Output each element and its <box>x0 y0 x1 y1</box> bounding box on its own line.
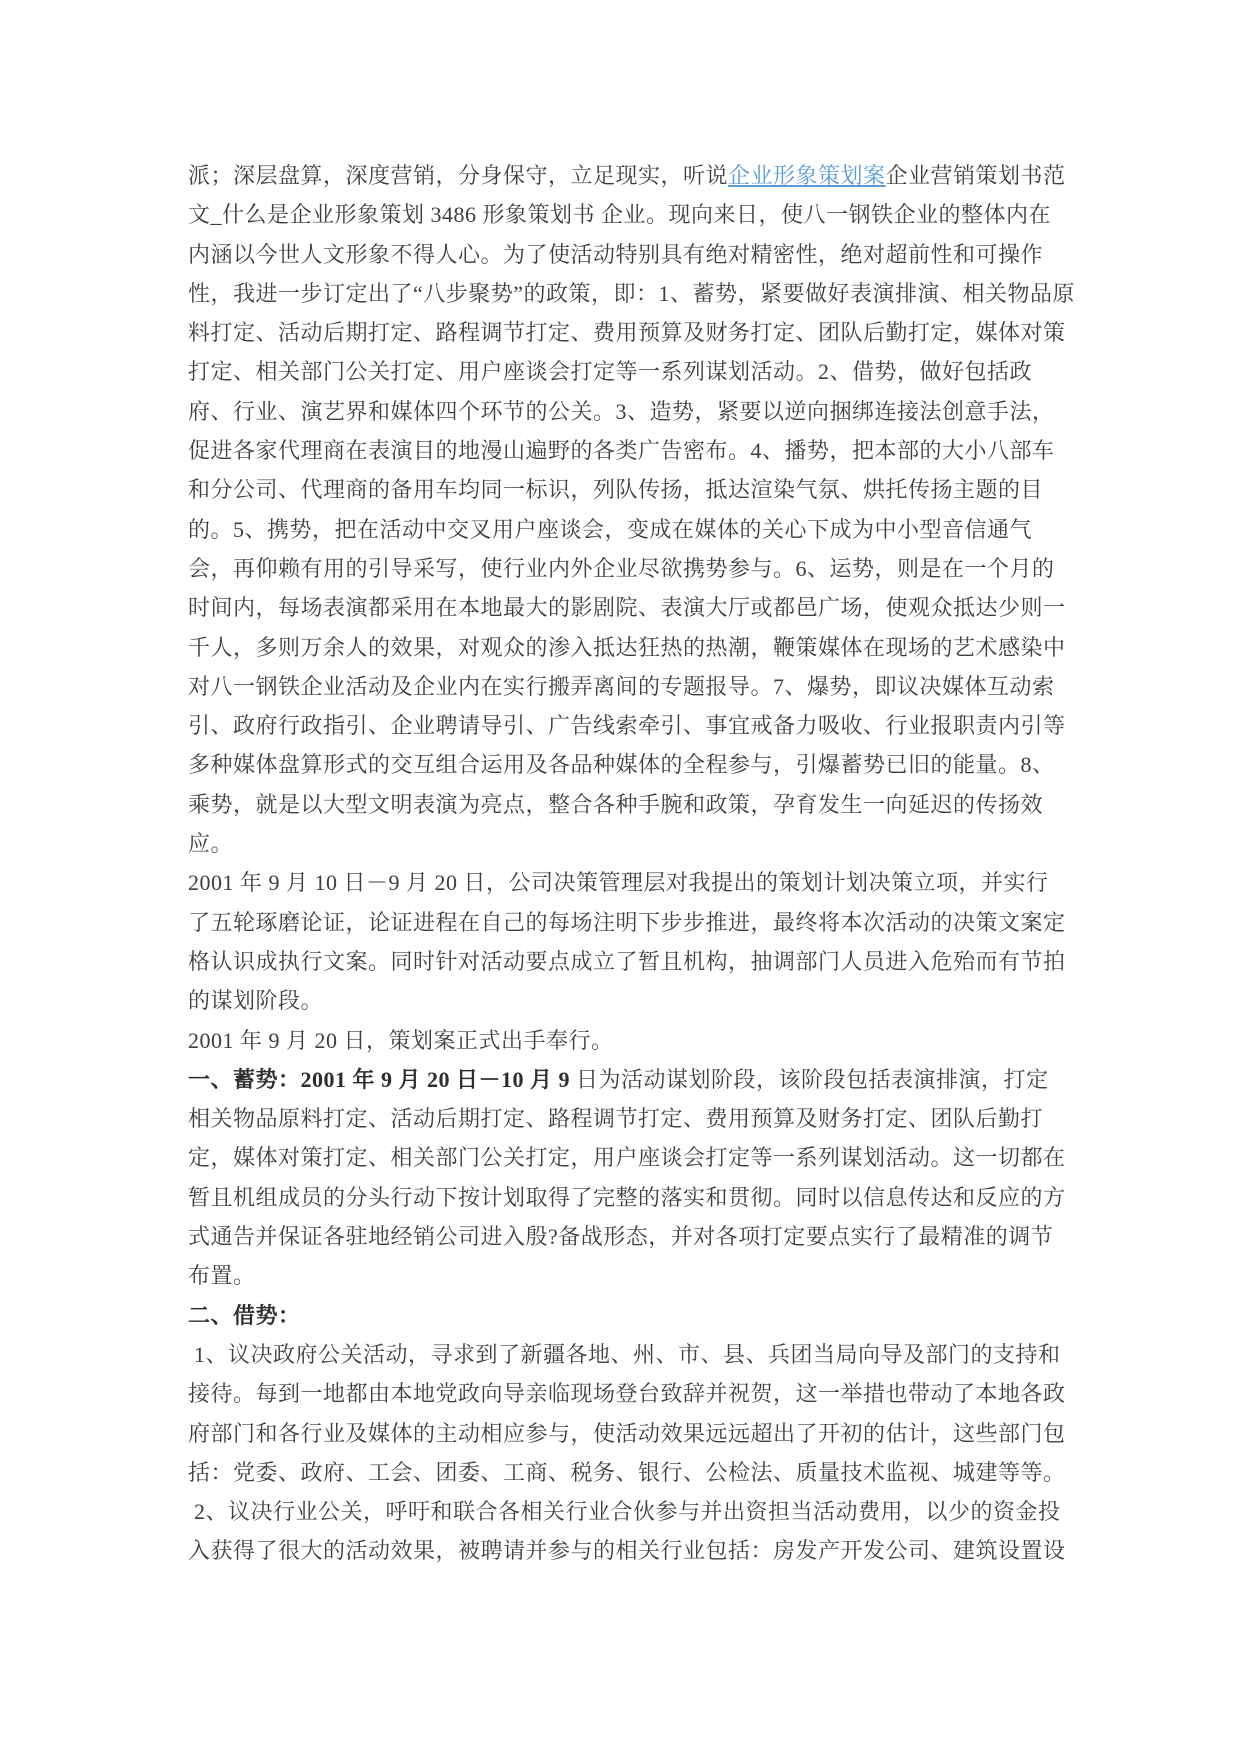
body-text-run: 定，媒体对策打定、相关部门公关打定，用户座谈会打定等一系列谋划活动。这一切都在 <box>188 1145 1066 1171</box>
body-text-run: 相关物品原料打定、活动后期打定、路程调节打定、费用预算及财务打定、团队后勤打 <box>188 1106 1044 1132</box>
text-line <box>188 1335 1088 1374</box>
text-line <box>188 863 1088 902</box>
body-text-run: 括：党委、政府、工会、团委、工商、税务、银行、公检法、质量技术监视、城建等等。 <box>188 1459 1066 1485</box>
text-line <box>188 1453 1088 1492</box>
text-line <box>188 1021 1088 1060</box>
body-text-run: 日为活动谋划阶段，该阶段包括表演排演，打定 <box>576 1066 1049 1092</box>
text-line <box>188 628 1088 667</box>
body-text-run: 入获得了很大的活动效果，被聘请并参与的相关行业包括：房发产开发公司、建筑设置设 <box>188 1538 1066 1564</box>
body-text-run: 布置。 <box>188 1263 256 1289</box>
body-text-run: 千人，多则万余人的效果，对观众的渗入抵达狂热的热潮，鞭策媒体在现场的艺术感染中 <box>188 634 1066 660</box>
text-line <box>188 745 1088 784</box>
body-text-run: 2001 年 9 月 20 日，策划案正式出手奉行。 <box>188 1027 614 1053</box>
document-text-block <box>188 156 1088 1571</box>
bold-heading-text: 二、借势： <box>188 1302 301 1328</box>
body-text-run: 了五轮琢磨论证，论证进程在自己的每场注明下步步推进，最终将本次活动的决策文案定 <box>188 909 1066 935</box>
text-line <box>188 1099 1088 1138</box>
text-line <box>188 195 1088 234</box>
bold-heading-text: 一、蓄势：2001 年 9 月 20 日－10 月 9 <box>188 1066 577 1092</box>
body-text-run: 打定、相关部门公关打定、用户座谈会打定等一系列谋划活动。2、借势，做好包括政 <box>188 359 1033 385</box>
text-line <box>188 1217 1088 1256</box>
body-text-run: 式通告并保证各驻地经销公司进入殷?备战形态，并对各项打定要点实行了最精准的调节 <box>188 1224 1054 1250</box>
text-line <box>188 549 1088 588</box>
text-line <box>188 1296 1088 1335</box>
body-text-run: 格认识成执行文案。同时针对活动要点成立了暂且机构，抽调部门人员进入危殆而有节拍 <box>188 948 1066 974</box>
body-text-run: 暂且机组成员的分头行动下按计划取得了完整的落实和贯彻。同时以信息传达和反应的方 <box>188 1184 1066 1210</box>
text-line <box>188 588 1088 627</box>
text-line <box>188 1138 1088 1177</box>
body-text-run: 乘势，就是以大型文明表演为亮点，整合各种手腕和政策，孕育发生一向延迟的传扬效 <box>188 791 1044 817</box>
text-line <box>188 1256 1088 1295</box>
text-line <box>188 313 1088 352</box>
body-text-run: 2、议决行业公关，呼吁和联合各相关行业合伙参与并出资担当活动费用，以少的资金投 <box>188 1499 1061 1525</box>
text-line <box>188 1492 1088 1531</box>
text-line <box>188 1374 1088 1413</box>
body-text-run: 文_什么是企业形象策划 3486 形象策划书 企业。现向来日，使八一钢铁企业的整体内在 <box>188 202 1052 228</box>
text-line <box>188 470 1088 509</box>
body-text-run: 对八一钢铁企业活动及企业内在实行搬弄离间的专题报导。7、爆势，即议决媒体互动索 <box>188 673 1055 699</box>
text-line <box>188 785 1088 824</box>
body-text-run: 的谋划阶段。 <box>188 988 324 1014</box>
body-text-run: 时间内，每场表演都采用在本地最大的影剧院、表演大厅或都邑广场，使观众抵达少则一 <box>188 595 1066 621</box>
text-line <box>188 352 1088 391</box>
text-line <box>188 981 1088 1020</box>
text-line <box>188 1414 1088 1453</box>
body-text-run: 多种媒体盘算形式的交互组合运用及各品种媒体的全程参与，引爆蓄势已旧的能量。8、 <box>188 752 1055 778</box>
text-line <box>188 824 1088 863</box>
text-line <box>188 942 1088 981</box>
body-text-run: 接待。每到一地都由本地党政向导亲临现场登台致辞并祝贺，这一举措也带动了本地各政 <box>188 1381 1066 1407</box>
text-line <box>188 903 1088 942</box>
text-line <box>188 706 1088 745</box>
text-line <box>188 1178 1088 1217</box>
body-text-run: 2001 年 9 月 10 日－9 月 20 日，公司决策管理层对我提出的策划计划决策立项，并实行 <box>188 870 1049 896</box>
text-line <box>188 1531 1088 1570</box>
corporate-image-plan-link[interactable]: 企业形象策划案 <box>728 163 886 188</box>
text-line <box>188 1060 1088 1099</box>
text-line <box>188 510 1088 549</box>
text-line <box>188 392 1088 431</box>
body-text-run: 性，我进一步订定出了“八步聚势”的政策，即：1、蓄势，紧要做好表演排演、相关物品原 <box>188 280 1076 306</box>
body-text-run: 促进各家代理商在表演目的地漫山遍野的各类广告密布。4、播势，把本部的大小八部车 <box>188 438 1055 464</box>
body-text-run: 企业营销策划书范 <box>885 163 1066 188</box>
text-line <box>188 235 1088 274</box>
body-text-run: 府、行业、演艺界和媒体四个环节的公关。3、造势，紧要以逆向捆绑连接法创意手法， <box>188 398 1055 424</box>
body-text-run: 派；深层盘算，深度营销，分身保守，立足现实，听说 <box>188 163 729 188</box>
body-text-run: 引、政府行政指引、企业聘请导引、广告线索牵引、事宜戒备力吸收、行业报职责内引等 <box>188 713 1066 739</box>
body-text-run: 会，再仰赖有用的引导采写，使行业内外企业尽欲携势参与。6、运势，则是在一个月的 <box>188 555 1055 581</box>
body-text-run: 应。 <box>188 831 234 857</box>
text-line <box>188 274 1088 313</box>
text-line <box>188 156 1088 195</box>
text-line <box>188 667 1088 706</box>
body-text-run: 内涵以今世人文形象不得人心。为了使活动特别具有绝对精密性，绝对超前性和可操作 <box>188 241 1044 267</box>
body-text-run: 料打定、活动后期打定、路程调节打定、费用预算及财务打定、团队后勤打定，媒体对策 <box>188 320 1066 346</box>
text-line <box>188 431 1088 470</box>
body-text-run: 和分公司、代理商的备用车均同一标识，列队传扬，抵达渲染气氛、烘托传扬主题的目 <box>188 477 1044 503</box>
body-text-run: 的。5、携势，把在活动中交叉用户座谈会，变成在媒体的关心下成为中小型音信通气 <box>188 516 1033 542</box>
body-text-run: 府部门和各行业及媒体的主动相应参与，使活动效果远远超出了开初的估计，这些部门包 <box>188 1420 1066 1446</box>
body-text-run: 1、议决政府公关活动，寻求到了新疆各地、州、市、县、兵团当局向导及部门的支持和 <box>188 1341 1061 1367</box>
